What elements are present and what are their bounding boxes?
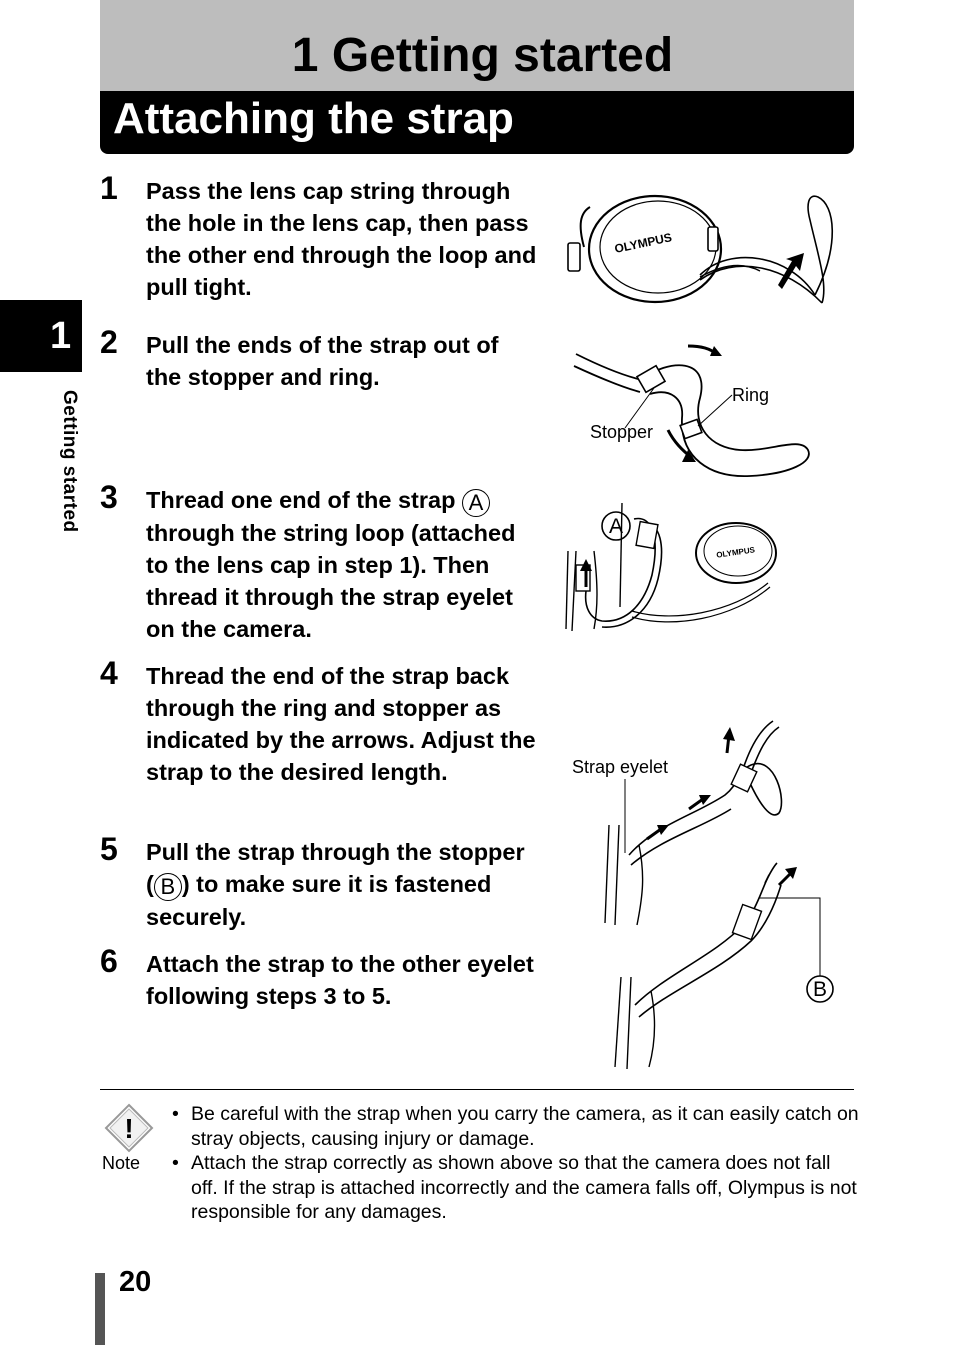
- warning-icon: [104, 1103, 154, 1153]
- step-number: 2: [100, 324, 118, 360]
- marker-a-label: A: [608, 515, 624, 538]
- stopper-label: Stopper: [590, 422, 654, 442]
- step-number: 5: [100, 831, 118, 867]
- marker-b-label: B: [812, 978, 828, 1001]
- chapter-tab-number: 1: [50, 315, 72, 357]
- chapter-side-label: Getting started: [59, 390, 80, 533]
- lens-cap-brand-small: OLYMPUS: [715, 545, 756, 560]
- strap-eyelet-label: Strap eyelet: [572, 757, 669, 777]
- marker-b-circle: B: [154, 873, 182, 901]
- step-text: Thread the end of the strap back through the ring and stopper as indicated by the arrows. Adjust the strap to the desired length.: [146, 663, 536, 785]
- chapter-title: 1 Getting started: [291, 29, 674, 82]
- lens-cap-brand: OLYMPUS: [613, 230, 674, 256]
- page-number-bar: [95, 1273, 105, 1345]
- stopper-ring-illustration: [570, 338, 820, 483]
- step-text: Pull the ends of the strap out of the stopper and ring.: [146, 332, 499, 390]
- section-title: Attaching the strap: [113, 94, 514, 143]
- svg-text:!: !: [124, 1113, 134, 1144]
- page-number: 20: [119, 1266, 152, 1298]
- step-number: 3: [100, 479, 118, 515]
- step-number: 4: [100, 655, 118, 691]
- note-item: • Be careful with the strap when you carry the camera, as it can easily catch on stray objects, causing injury or damage.: [172, 1103, 859, 1150]
- step-number: 1: [100, 170, 118, 206]
- note-item: • Attach the strap correctly as shown above so that the camera does not fall off. If the strap is attached incorrectly and the camera falls off, Olympus is not responsible for any damages.: [172, 1152, 857, 1223]
- step-text: Pass the lens cap string through the hole in the lens cap, then pass the other end through the loop and pull tight.: [146, 178, 537, 300]
- marker-a-circle: A: [462, 489, 490, 517]
- step-text: Attach the strap to the other eyelet following steps 3 to 5.: [146, 951, 534, 1009]
- note-list: [172, 1102, 862, 1225]
- ring-label: Ring: [732, 385, 770, 405]
- note-divider: [100, 1089, 854, 1090]
- step-text: Pull the strap through the stopper ( B ) to make sure it is fastened securely.: [146, 839, 525, 930]
- step-text: Thread one end of the strap A through the string loop (attached to the lens cap in step 1). Then thread it through the strap eyelet on the camera.: [146, 487, 516, 642]
- strap-eyelet-illustration: [565, 715, 845, 1075]
- note-label: Note: [102, 1153, 141, 1173]
- lens-cap-string-illustration: [560, 185, 860, 325]
- thread-through-loop-illustration: [562, 495, 792, 635]
- step-number: 6: [100, 943, 118, 979]
